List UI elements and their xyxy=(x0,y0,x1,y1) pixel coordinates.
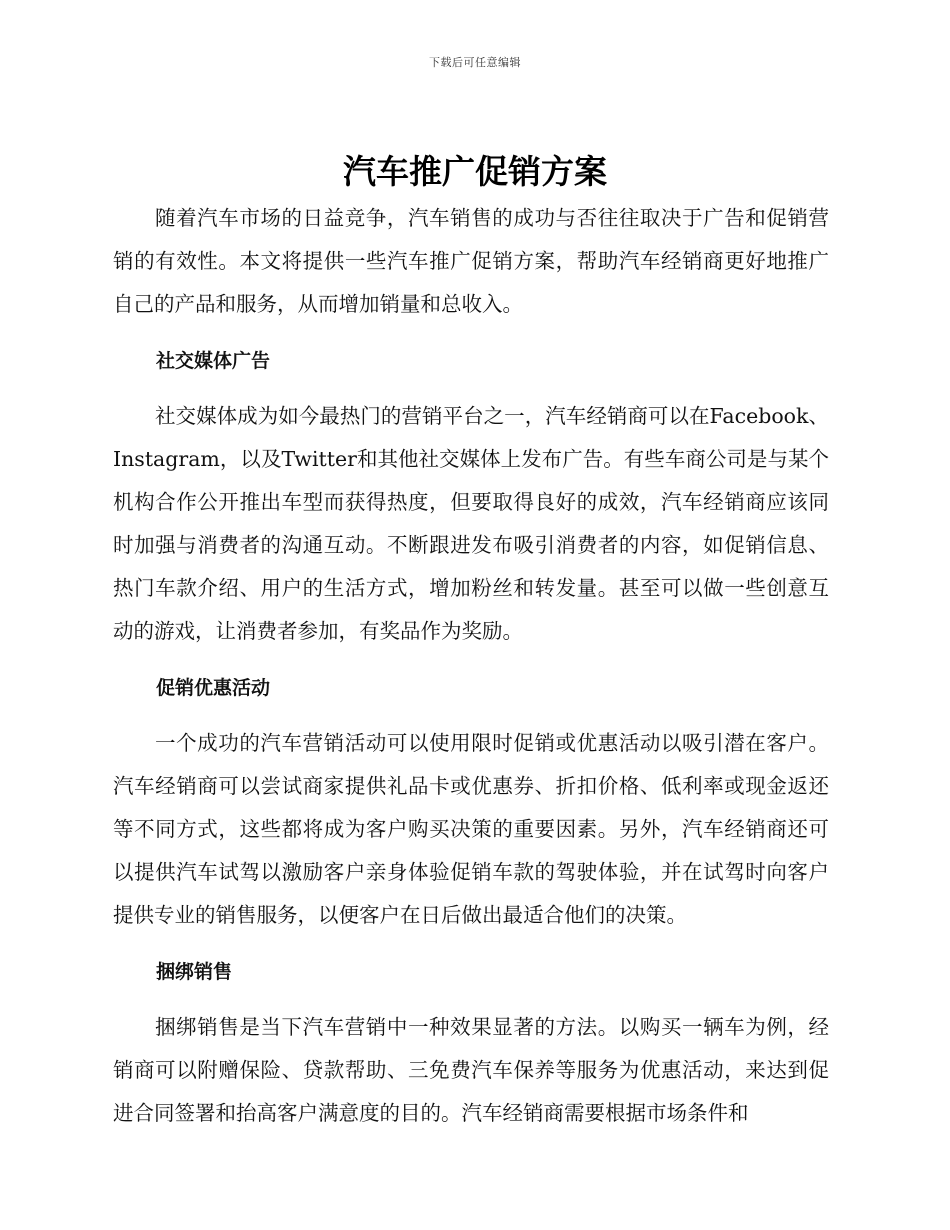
section-heading-social-media: 社交媒体广告 xyxy=(156,350,271,372)
intro-paragraph: 随着汽车市场的日益竞争，汽车销售的成功与否往往取决于广告和促销营销的有效性。本文将提供一些汽车推广促销方案，帮助汽车经销商更好地推广自己的产品和服务，从而增加销量和总收入。 xyxy=(113,206,829,316)
page-header-note: 下载后可任意编辑 xyxy=(429,56,521,69)
section-body-bundle-sales: 捆绑销售是当下汽车营销中一种效果显著的方法。以购买一辆车为例，经销商可以附赠保险、贷款帮助、三免费汽车保养等服务为优惠活动，来达到促进合同签署和抬高客户满意度的目的。汽车经销商需要根据市场条件和 xyxy=(113,1015,829,1125)
document-title: 汽车推广促销方案 xyxy=(343,152,607,191)
document-body xyxy=(113,197,829,1135)
section-body-social-media: 社交媒体成为如今最热门的营销平台之一，汽车经销商可以在Facebook、Instagram，以及Twitter和其他社交媒体上发布广告。有些车商公司是与某个机构合作公开推出车型而获得热度，但要取得良好的成效，汽车经销商应该同时加强与消费者的沟通互动。不断跟进发布吸引消费者的内容，如促销信息、热门车款介绍、用户的生活方式，增加粉丝和转发量。甚至可以做一些创意互动的游戏，让消费者参加，有奖品作为奖励。 xyxy=(113,404,829,643)
section-heading-promotions: 促销优惠活动 xyxy=(156,677,271,699)
section-heading-bundle-sales: 捆绑销售 xyxy=(156,961,233,983)
section-body-promotions: 一个成功的汽车营销活动可以使用限时促销或优惠活动以吸引潜在客户。汽车经销商可以尝试商家提供礼品卡或优惠券、折扣价格、低利率或现金返还等不同方式，这些都将成为客户购买决策的重要因素。另外，汽车经销商还可以提供汽车试驾以激励客户亲身体验促销车款的驾驶体验，并在试驾时向客户提供专业的销售服务，以便客户在日后做出最适合他们的决策。 xyxy=(113,731,829,927)
